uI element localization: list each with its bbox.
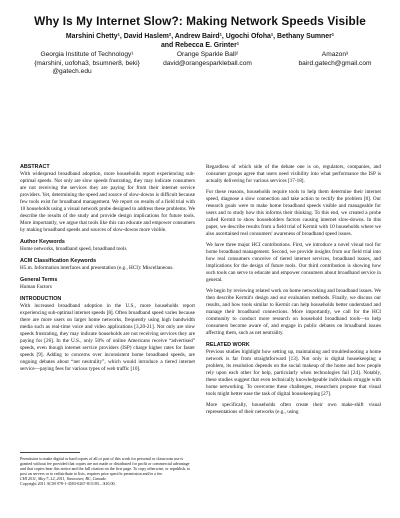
affiliation-name: Orange Sparkle Ball² [176,51,239,58]
introduction-heading: INTRODUCTION [20,296,62,303]
affiliation-name: Amazon³ [321,51,349,58]
abstract-heading: ABSTRACT [20,164,50,170]
body-paragraph: We begin by reviewing related work on home networking and broadband issues. We then describe Kermit's design and our evaluation methods. Finally, we discuss our results, and how tools similar to Kermit can help households better understand and manage their broadband connections. More importantly, we call for the HCI community to conduct more research on household broadband tools—to help consumers become aware of, and engage in public debates on broadband issues affecting them, such as net neutrality. [206,288,381,337]
author-line-1: Marshini Chetty¹, David Haslem², Andrew Baird¹, Ugochi Ofoha¹, Bethany Sumner¹ [65,33,335,40]
keywords-text: Home networks, broadband speed, broadband tools [20,246,127,253]
author-line-2: and Rebecca E. Grinter¹ [160,42,240,49]
body-paragraph: For these reasons, households require tools to help them determine their internet speed, diagnose a slow connection and take action to rectify the problem [8]. Our research goals were to make home broadband speeds visible and manageable for users and to study how this informs their thinking. To this end, we created a probe called Kermit to show householders factors causing internet slow-downs. In this paper, we describe results from a field trial of Kermit with 10 households where we also ascertained real consumers' awareness of broadband speed issues. [206,189,381,238]
copyright-line: Copyright 2011 ACM 978-1-4503-0267-8/11/05....$10.00. [20,481,116,487]
acm-heading: ACM Classification Keywords [20,258,97,265]
introduction-text: With increased broadband adoption in the U.S., more households report experiencing sub-optimal internet speeds [8]. Often broadband speed varies because there are more users on larger home networks, frequently using high bandwidth media such as real-time voice and video applications [3,20-21]. Not only are slow speeds frustrating, they may indicate households are not receiving services they are paying for [26]. In the U.S., only 50% of online Americans receive “advertised” speeds, even though internet service providers (ISP) charge higher rates for faster speeds [9]. Adding to concerns over inconsistent home broadband speeds, are ongoing debates about “net neutrality”, which would introduce a tiered internet service—paying fees for various types of web traffic [10]. [20,303,195,373]
permission-text: Permission to make digital or hard copies of all or part of this work for personal or classroom use is granted without fee provided that copies are not made or distributed for profit or commercial advantage and that copies bear this notice and the full citation on the first page. To copy otherwise, or republish, to post on servers or to redistribute to lists, requires prior specific permission and/or a fee. [20,456,191,477]
affiliation-2 [140,51,275,68]
paper-title: Why Is My Internet Slow?: Making Network Speeds Visible [34,14,366,28]
affiliation-1 [22,51,152,77]
related-work-heading: RELATED WORK [206,342,250,349]
abstract-text: With widespread broadband adoption, more households report experiencing sub-optimal speeds. Not only are slow speeds frustrating, they may indicate consumers are not receiving the services they are paying for from their internet service providers. Yet, determining the speed and source of slow-downs is difficult because few tools exist for broadband management. We report on results of a field trial with 10 households using a visual network probe designed to address these problems. We describe the results of the study and provide design implications for future tools. More importantly, we argue that tools like this can educate and empower consumers by making broadband speeds and sources of slow-downs more visible. [20,171,195,234]
affiliation-name: Georgia Institute of Technology¹ [40,51,134,58]
right-column [206,164,381,417]
affiliation-email-domain: @gatech.edu [52,68,92,76]
body-paragraph: More specifically, households often create their own make-shift visual representations of their networks (e.g., using [206,402,381,416]
affiliation-email: {marshini, uofoha3, bsumner8, beki} [34,59,140,67]
terms-heading: General Terms [20,277,58,284]
keywords-heading: Author Keywords [20,239,65,246]
acm-text: H5.m. Information interfaces and presentation (e.g., HCI): Miscellaneous. [20,265,174,272]
affiliation-3 [280,51,390,68]
left-column [20,164,195,373]
body-paragraph: We have three major HCI contributions. First, we introduce a novel visual tool for home broadband management. Second, we provide insights from our field trial into how real consumers conceive of tiered internet services, broadband issues, and implications for the design of future tools. Our third contribution is showing how such tools can serve to educate and empower consumers about broadband service in general. [206,242,381,284]
affiliation-email: baird.gatech@gmail.com [298,59,372,67]
body-paragraph: Regardless of which side of the debate one is on, regulators, companies, and consumer groups agree that users need visibility into what performance the ISP is actually delivering for various services [17-18]. [206,164,381,185]
body-paragraph: Previous studies highlight how setting up, maintaining and troubleshooting a home network is far from straightforward [13]. Not only is digital housekeeping a problem, its resolution depends on the social makeup of the home and how people rely upon each other for help, particularly when technologies fail [24]. Notably, these studies suggest that even technically knowledgeable individuals struggle with home networking. To overcome these challenges, researchers propose that visual tools might better ease the task of digital housekeeping [27]. [206,349,381,398]
conference-line: CHI 2011, May 7–12, 2011, Vancouver, BC, Canada. [20,476,107,482]
affiliation-email: david@orangesparkleball.com [163,59,252,67]
author-list [30,32,370,50]
footnote-rule [20,452,80,453]
copyright-footnote [20,456,195,487]
terms-text: Human Factors [20,284,52,291]
